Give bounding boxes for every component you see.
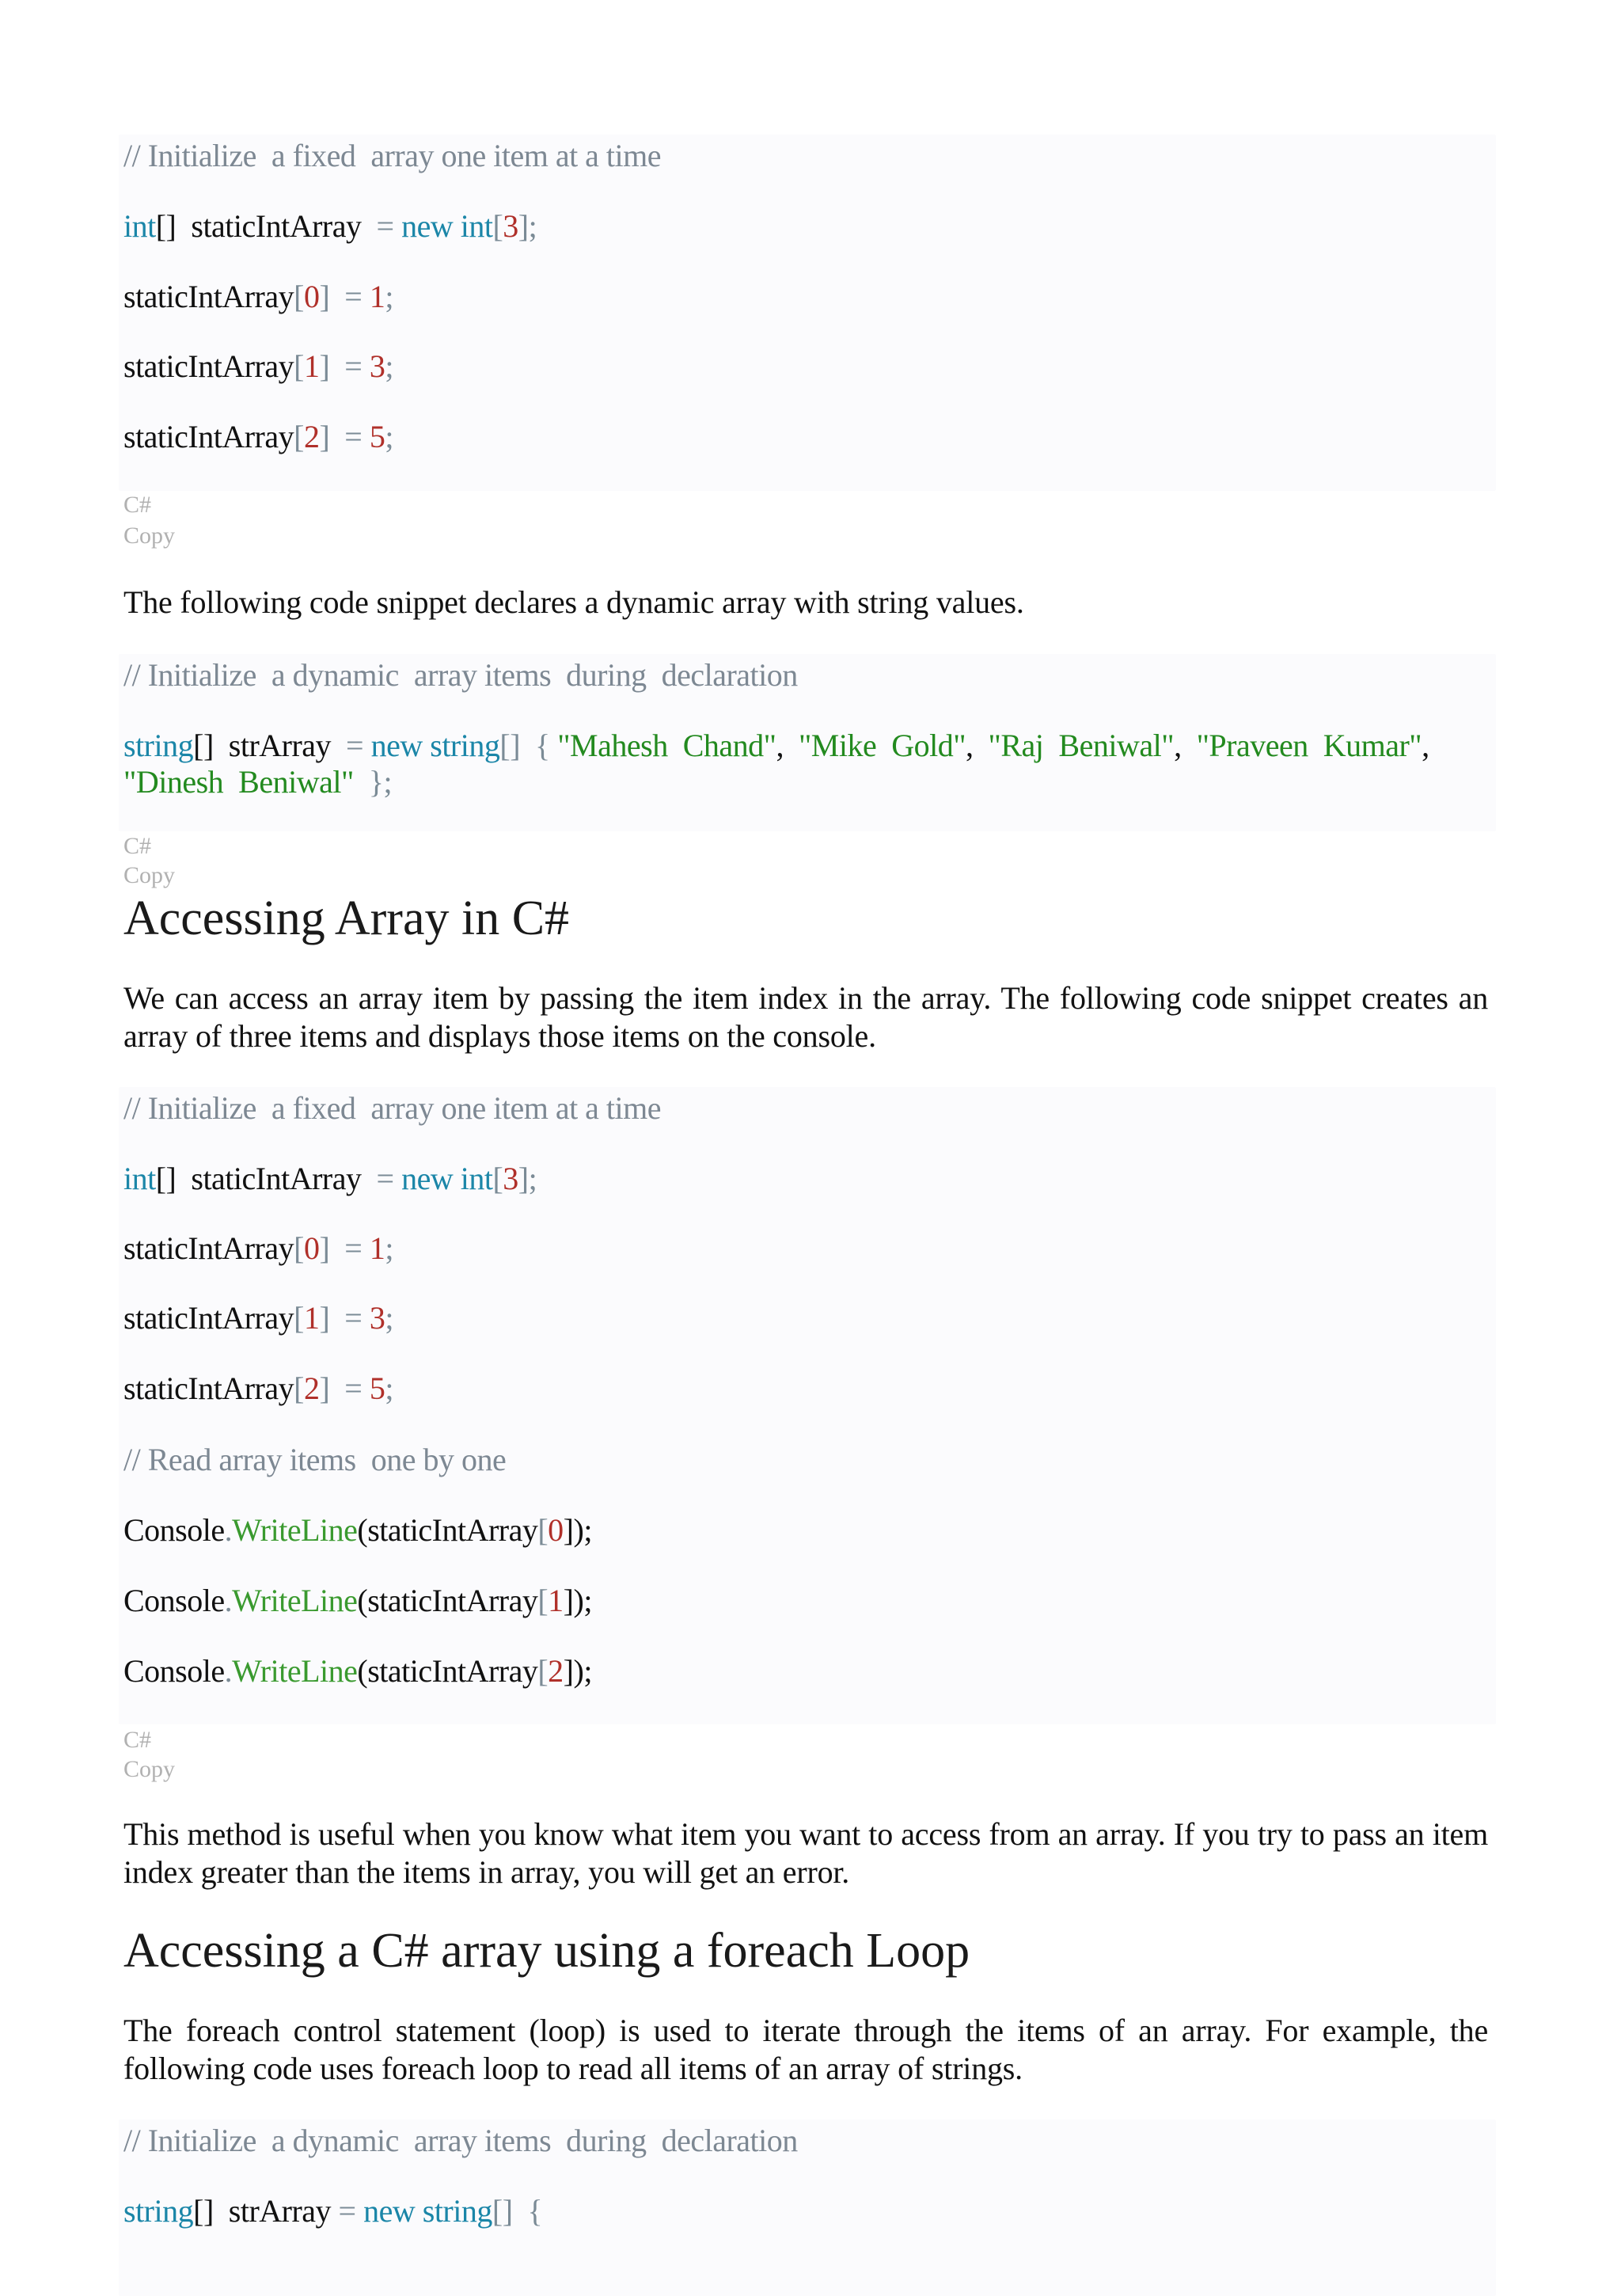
code-line-writeline — [123, 1653, 592, 1690]
code-identifier: staticIntArray — [191, 1161, 362, 1196]
code-identifier: Console — [123, 1583, 225, 1618]
code-line-assign — [123, 348, 393, 385]
code-identifier: staticIntArray — [123, 1230, 294, 1266]
code-bracket: [ — [294, 1300, 304, 1336]
code-number: 2 — [303, 419, 320, 454]
code-number: 1 — [303, 1300, 320, 1336]
code-identifier: staticIntArray — [123, 419, 294, 454]
code-method: WriteLine — [232, 1512, 358, 1548]
code-method: WriteLine — [232, 1653, 358, 1689]
code-line-declaration — [123, 728, 1429, 764]
code-string: "Mahesh Chand" — [557, 728, 776, 763]
code-punct: . — [224, 1653, 233, 1689]
code-line-assign — [123, 1230, 393, 1267]
code-number: 3 — [369, 348, 385, 384]
code-bracket: ] — [319, 279, 330, 314]
code-bracket: ] — [319, 419, 330, 454]
code-bracket: ] — [319, 348, 330, 384]
code-bracket: [] — [193, 2193, 214, 2229]
code-number: 0 — [303, 279, 320, 314]
code-punct: ; — [385, 1300, 393, 1336]
code-bracket: [ — [492, 1161, 503, 1196]
code-punct: ; — [385, 348, 393, 384]
code-line-assign — [123, 279, 393, 315]
code-bracket: [] — [155, 208, 177, 244]
code-line-writeline — [123, 1583, 592, 1619]
code-punct: ]); — [563, 1653, 592, 1689]
code-bracket: [ — [537, 1583, 549, 1618]
code-comma: , — [966, 728, 974, 763]
code-operator: = — [344, 1300, 363, 1336]
code-line-declaration — [123, 1161, 537, 1197]
code-operator: = — [344, 348, 363, 384]
code-block-dynamic-array — [119, 654, 1496, 831]
code-comment: // Initialize a dynamic array items during declaration — [123, 657, 798, 693]
code-bracket: ]; — [518, 208, 537, 244]
code-block-fixed-array — [119, 135, 1496, 491]
code-identifier: staticIntArray — [123, 1300, 294, 1336]
code-number: 0 — [548, 1512, 564, 1548]
code-brace: { — [535, 728, 550, 763]
code-string: "Raj Beniwal" — [988, 728, 1175, 763]
code-type: int — [460, 208, 493, 244]
code-operator: = — [344, 279, 363, 314]
code-type: int — [123, 1161, 156, 1196]
code-identifier: strArray — [228, 728, 332, 763]
code-identifier: strArray — [228, 2193, 332, 2229]
code-identifier: staticIntArray — [123, 1370, 294, 1406]
code-identifier: staticIntArray — [123, 348, 294, 384]
paragraph: This method is useful when you know what item you want to access from an array. If you try to pass an item index greater than the items in array, you will get an error. — [123, 1816, 1488, 1890]
code-brace: { — [527, 2193, 543, 2229]
code-number: 1 — [303, 348, 320, 384]
code-operator: = — [344, 1230, 363, 1266]
code-number: 5 — [369, 1370, 385, 1406]
code-punct: ]); — [563, 1512, 592, 1548]
code-operator: = — [376, 208, 394, 244]
code-type: string — [123, 728, 194, 763]
code-line-declaration — [123, 2193, 542, 2229]
code-type: int — [460, 1161, 493, 1196]
code-language-label: C# — [123, 492, 152, 518]
paragraph: The following code snippet declares a dynamic array with string values. — [123, 584, 1024, 620]
code-punct: . — [224, 1512, 233, 1548]
code-line-writeline — [123, 1512, 592, 1549]
section-heading: Accessing a C# array using a foreach Loop — [123, 1924, 970, 1978]
code-number: 2 — [548, 1653, 564, 1689]
code-bracket: [ — [294, 1230, 304, 1266]
code-bracket: [] — [193, 728, 214, 763]
code-comment: // Read array items one by one — [123, 1442, 507, 1477]
code-identifier: Console — [123, 1512, 225, 1548]
code-block-foreach — [119, 2119, 1496, 2296]
code-punct: ; — [385, 279, 393, 314]
code-brace: }; — [368, 764, 393, 800]
copy-link[interactable]: Copy — [123, 523, 176, 549]
code-number: 1 — [369, 279, 385, 314]
code-argument: (staticIntArray — [357, 1512, 538, 1548]
code-punct: . — [224, 1583, 233, 1618]
code-number: 2 — [303, 1370, 320, 1406]
code-line-declaration — [123, 208, 537, 245]
code-operator: = — [346, 728, 364, 763]
code-keyword: new — [401, 208, 454, 244]
code-line-assign — [123, 419, 393, 455]
code-number: 5 — [369, 419, 385, 454]
code-number: 3 — [503, 1161, 518, 1196]
code-punct: ; — [385, 1230, 393, 1266]
code-bracket: [] — [492, 2193, 513, 2229]
code-bracket: ] — [319, 1230, 330, 1266]
code-line-assign — [123, 1370, 393, 1407]
code-operator: = — [344, 419, 363, 454]
code-comma: , — [1174, 728, 1182, 763]
code-language-label: C# — [123, 833, 152, 859]
code-operator: = — [344, 1370, 363, 1406]
code-bracket: [ — [537, 1653, 549, 1689]
code-operator: = — [338, 2193, 356, 2229]
code-comment: // Initialize a fixed array one item at a time — [123, 1090, 662, 1126]
code-type: string — [123, 2193, 194, 2229]
code-line-assign — [123, 1300, 393, 1336]
code-bracket: ]; — [518, 1161, 537, 1196]
code-bracket: [] — [499, 728, 521, 763]
code-bracket: [ — [294, 419, 304, 454]
code-comma: , — [776, 728, 784, 763]
code-punct: ]); — [563, 1583, 592, 1618]
code-bracket: [ — [294, 348, 304, 384]
code-punct: ; — [385, 419, 393, 454]
code-type: string — [430, 728, 500, 763]
code-punct: ; — [385, 1370, 393, 1406]
paragraph: The foreach control statement (loop) is used to iterate through the items of an array. For example, the following code uses foreach loop to read all items of an array of strings. — [123, 2013, 1488, 2086]
code-line-continuation — [123, 764, 392, 800]
copy-link[interactable]: Copy — [123, 1756, 176, 1782]
code-identifier: staticIntArray — [191, 208, 362, 244]
code-argument: (staticIntArray — [357, 1583, 538, 1618]
code-language-label: C# — [123, 1727, 152, 1753]
code-number: 0 — [303, 1230, 320, 1266]
paragraph: We can access an array item by passing the item index in the array. The following code snippet creates an array of three items and displays those items on the console. — [123, 980, 1488, 1054]
code-argument: (staticIntArray — [357, 1653, 538, 1689]
code-keyword: new — [401, 1161, 454, 1196]
code-string: "Praveen Kumar" — [1196, 728, 1422, 763]
code-bracket: [ — [294, 1370, 304, 1406]
code-bracket: [ — [537, 1512, 549, 1548]
code-method: WriteLine — [232, 1583, 358, 1618]
code-operator: = — [376, 1161, 394, 1196]
code-bracket: [] — [155, 1161, 177, 1196]
code-block-read-items — [119, 1087, 1496, 1724]
code-type: string — [422, 2193, 492, 2229]
code-keyword: new — [363, 2193, 416, 2229]
code-identifier: Console — [123, 1653, 225, 1689]
code-bracket: [ — [492, 208, 503, 244]
code-keyword: new — [370, 728, 423, 763]
code-number: 3 — [503, 208, 518, 244]
code-number: 1 — [369, 1230, 385, 1266]
code-string: "Mike Gold" — [798, 728, 966, 763]
code-type: int — [123, 208, 156, 244]
code-comment: // Initialize a dynamic array items during declaration — [123, 2123, 798, 2158]
code-number: 3 — [369, 1300, 385, 1336]
code-comma: , — [1422, 728, 1429, 763]
code-identifier: staticIntArray — [123, 279, 294, 314]
code-bracket: ] — [319, 1370, 330, 1406]
section-heading: Accessing Array in C# — [123, 891, 570, 945]
code-number: 1 — [548, 1583, 564, 1618]
code-comment: // Initialize a fixed array one item at a time — [123, 138, 662, 173]
code-string: "Dinesh Beniwal" — [123, 764, 354, 800]
code-bracket: [ — [294, 279, 304, 314]
copy-link[interactable]: Copy — [123, 862, 176, 888]
code-bracket: ] — [319, 1300, 330, 1336]
